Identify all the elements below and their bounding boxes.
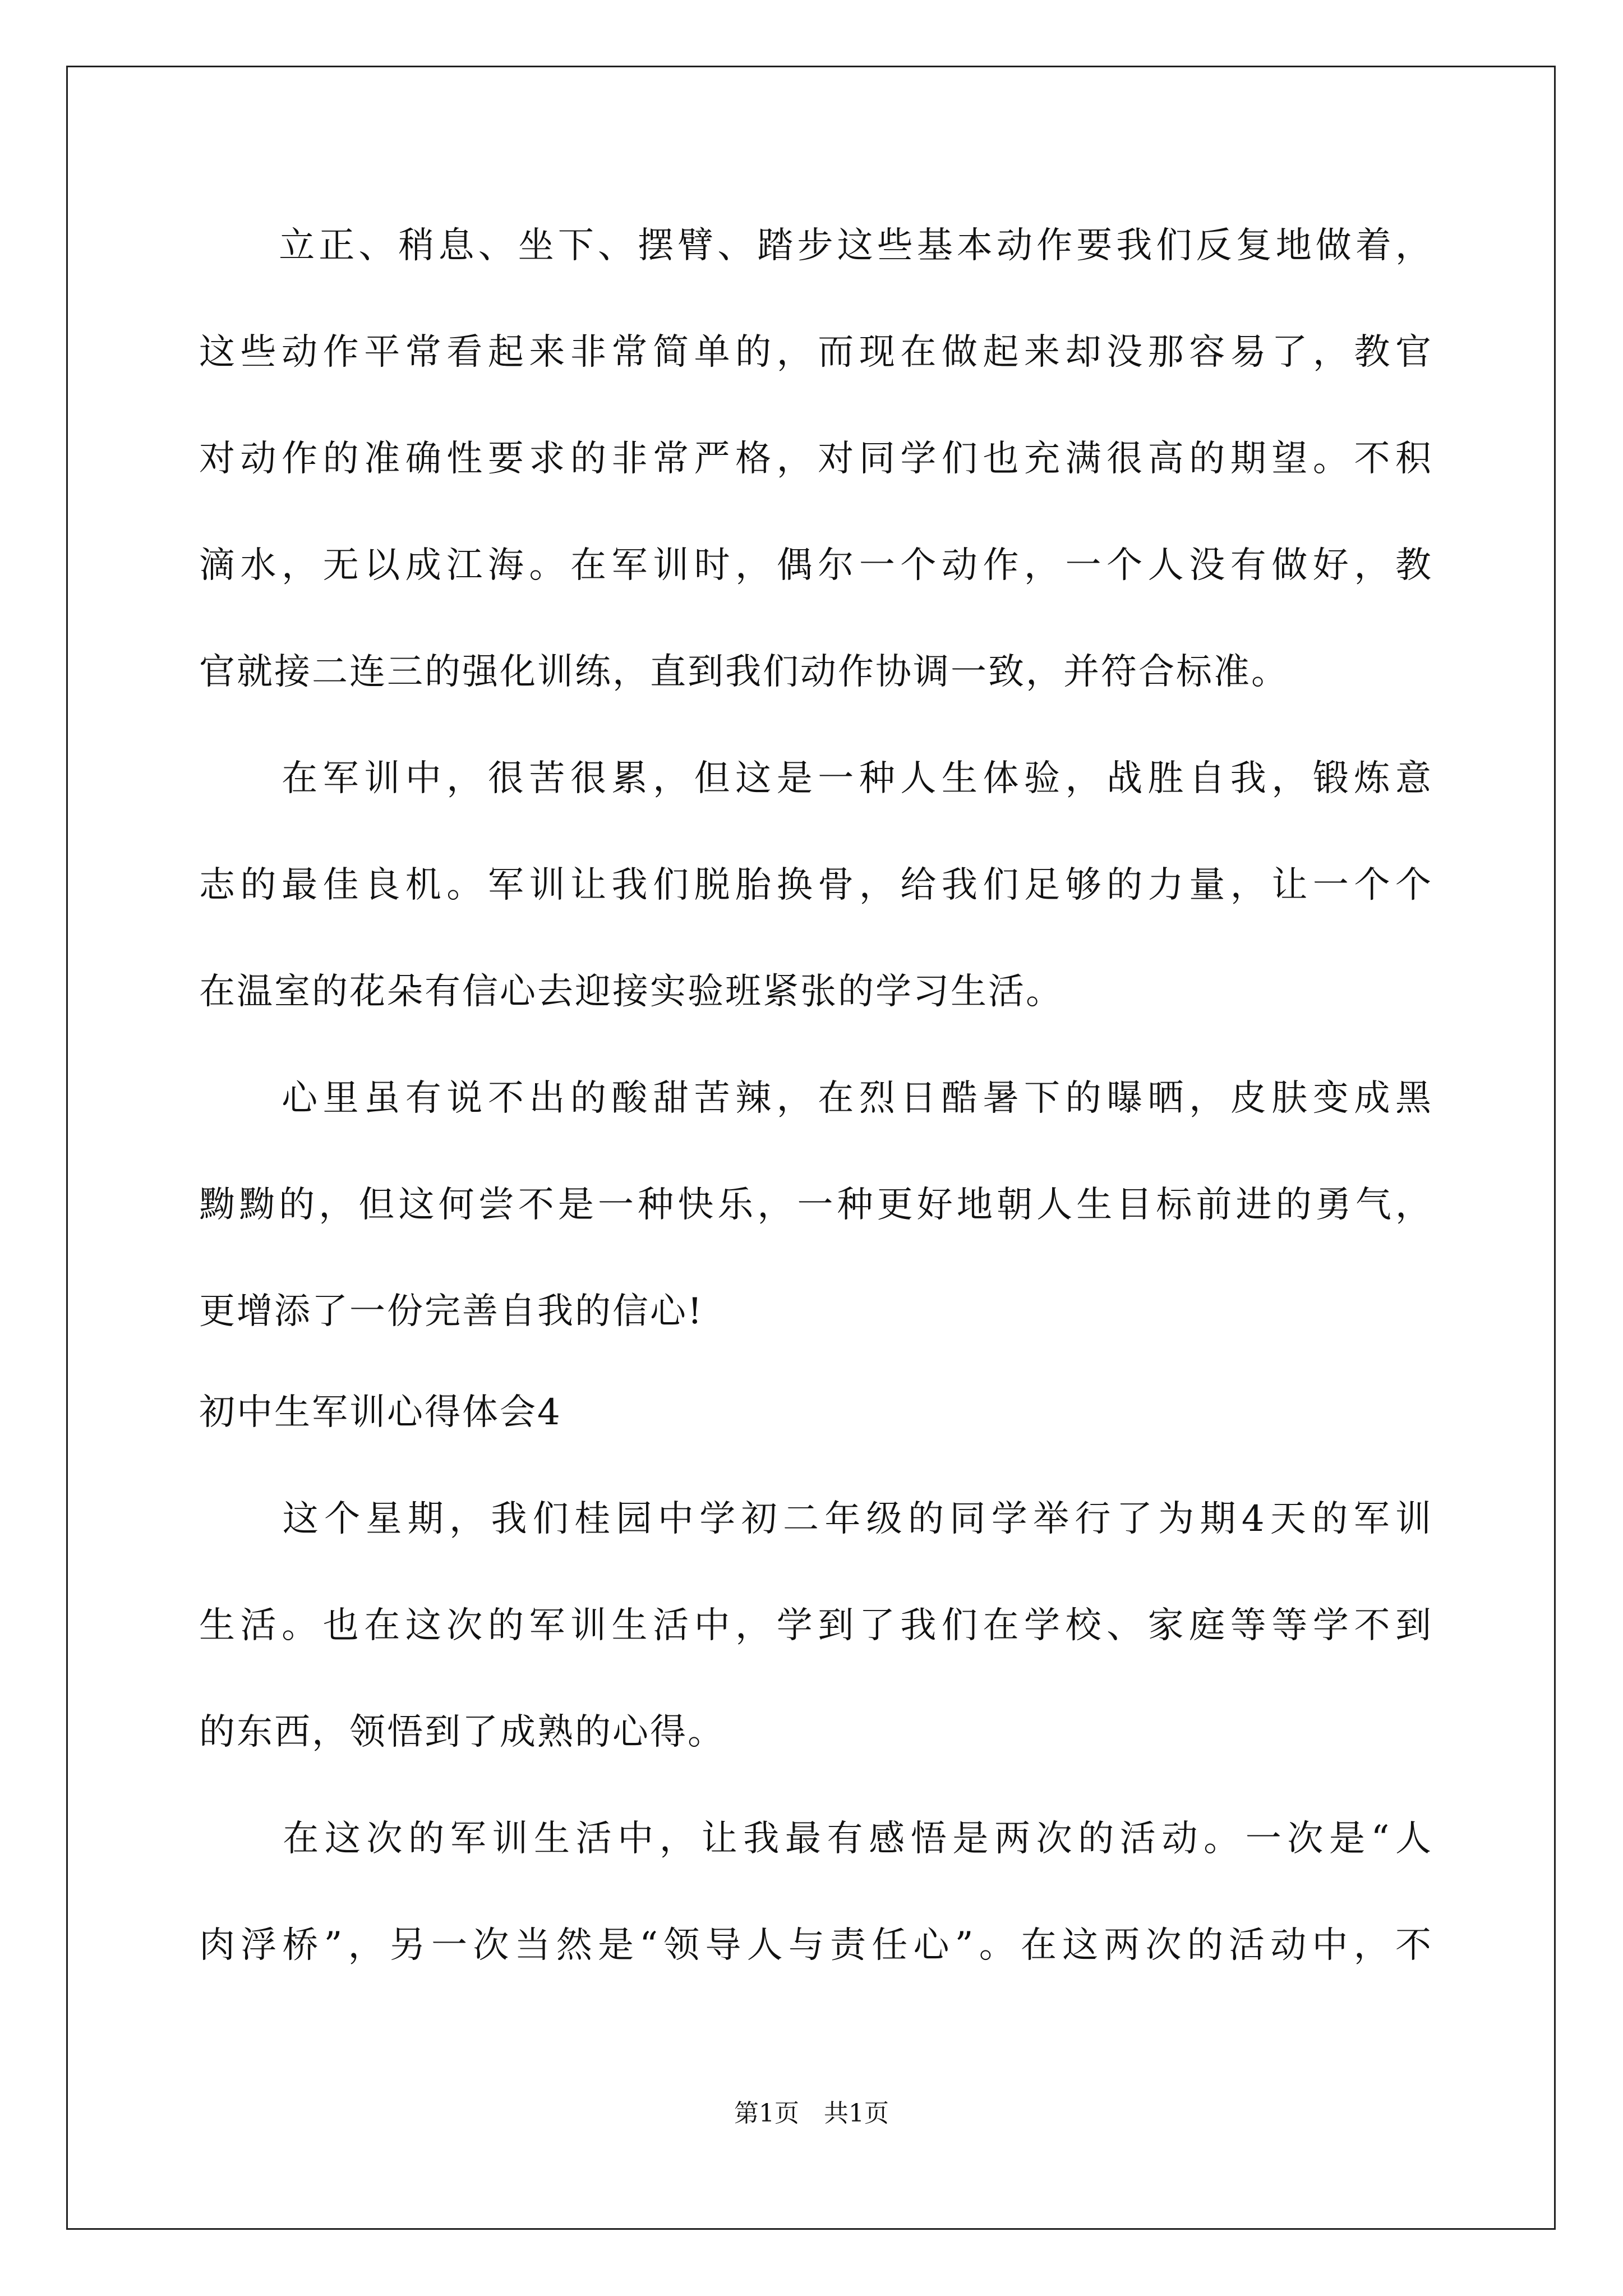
text-line: 立正、稍息、坐下、摆臂、踏步这些基本动作要我们反复地做着， (199, 225, 1433, 266)
text-line: 在这次的军训生活中，让我最有感悟是两次的活动。一次是“人 (199, 1818, 1433, 1860)
text-line: 这个星期，我们桂园中学初二年级的同学举行了为期4天的军训 (199, 1498, 1433, 1540)
text-line: 在温室的花朵有信心去迎接实验班紧张的学习生活。 (199, 971, 1063, 1013)
section-heading: 初中生军训心得体会4 (199, 1392, 562, 1433)
text-line: 滴水，无以成江海。在军训时，偶尔一个动作，一个人没有做好，教 (199, 545, 1433, 586)
page-footer: 第1页 共1页 (734, 2099, 889, 2128)
text-line: 肉浮桥”，另一次当然是“领导人与责任心”。在这两次的活动中，不 (199, 1925, 1433, 1966)
text-line: 生活。也在这次的军训生活中，学到了我们在学校、家庭等等学不到 (199, 1605, 1433, 1646)
text-line: 这些动作平常看起来非常简单的，而现在做起来却没那容易了，教官 (199, 332, 1433, 373)
page-border (66, 66, 1556, 2230)
text-line: 对动作的准确性要求的非常严格，对同学们也充满很高的期望。不积 (199, 438, 1433, 480)
text-line: 志的最佳良机。军训让我们脱胎换骨，给我们足够的力量，让一个个 (199, 864, 1433, 906)
text-line: 黝黝的，但这何尝不是一种快乐，一种更好地朝人生目标前进的勇气， (199, 1184, 1433, 1226)
text-line: 官就接二连三的强化训练，直到我们动作协调一致，并符合标准。 (199, 651, 1289, 693)
text-line: 心里虽有说不出的酸甜苦辣，在烈日酷暑下的曝晒，皮肤变成黑 (199, 1078, 1433, 1119)
text-line: 更增添了一份完善自我的信心! (199, 1291, 704, 1332)
text-line: 的东西，领悟到了成熟的心得。 (199, 1711, 725, 1753)
text-line: 在军训中，很苦很累，但这是一种人生体验，战胜自我，锻炼意 (199, 758, 1433, 799)
